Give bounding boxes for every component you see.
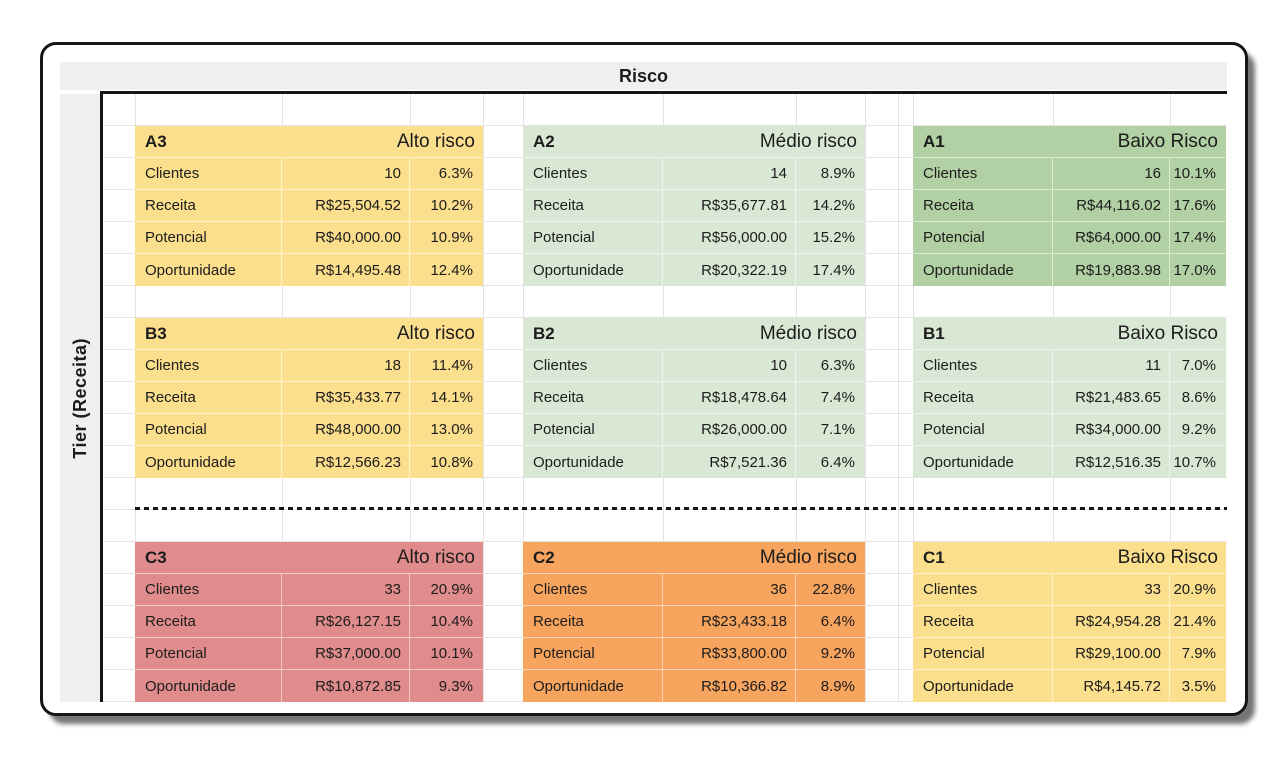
- metric-value-cell[interactable]: R$21,483.65: [1053, 382, 1170, 414]
- metric-label-cell[interactable]: Receita: [135, 382, 282, 414]
- metric-pct-cell[interactable]: 7.9%: [1170, 638, 1226, 670]
- metric-pct-cell[interactable]: 7.1%: [796, 414, 865, 446]
- metric-label-cell[interactable]: Clientes: [913, 158, 1053, 190]
- metric-value-cell[interactable]: R$26,127.15: [282, 606, 410, 638]
- metric-label-cell[interactable]: Oportunidade: [913, 254, 1053, 286]
- metric-pct-cell[interactable]: 8.6%: [1170, 382, 1226, 414]
- metric-pct-cell[interactable]: 7.4%: [796, 382, 865, 414]
- risk-level-cell[interactable]: Baixo Risco: [1053, 126, 1226, 158]
- sheet-grid: [103, 94, 1227, 702]
- metric-label-cell[interactable]: Potencial: [913, 222, 1053, 254]
- metric-label-cell[interactable]: Clientes: [135, 350, 282, 382]
- metric-pct-cell[interactable]: 6.4%: [820, 453, 855, 471]
- metric-value-cell[interactable]: 33: [282, 574, 410, 606]
- block-id-cell[interactable]: C1: [913, 542, 1053, 574]
- column-gridline: [483, 94, 484, 702]
- metric-pct-cell[interactable]: 20.9%: [1170, 574, 1226, 606]
- block-A1: [913, 126, 1226, 286]
- metric-value-cell[interactable]: R$34,000.00: [1053, 414, 1170, 446]
- block-B3: [135, 318, 483, 478]
- metric-value-cell[interactable]: R$64,000.00: [1053, 222, 1170, 254]
- metric-label-cell[interactable]: Oportunidade: [135, 446, 282, 478]
- metric-pct-cell[interactable]: 10.1%: [1170, 158, 1226, 190]
- risk-level-cell[interactable]: Alto risco: [282, 542, 483, 574]
- metric-pct-cell[interactable]: 17.4%: [812, 261, 855, 279]
- metric-value-cell[interactable]: R$48,000.00: [282, 414, 410, 446]
- metric-label-cell[interactable]: Receita: [135, 190, 282, 222]
- metric-value-cell[interactable]: R$56,000.00: [663, 222, 796, 254]
- metric-value-cell[interactable]: R$33,800.00: [663, 638, 796, 670]
- metric-value-cell[interactable]: R$12,516.35: [1053, 446, 1170, 478]
- metric-label-cell[interactable]: Oportunidade: [913, 670, 1053, 702]
- metric-value-cell[interactable]: 18: [282, 350, 410, 382]
- metric-label-cell[interactable]: Potencial: [135, 222, 282, 254]
- block-A3: [135, 126, 483, 286]
- block-C3: [135, 542, 483, 702]
- metric-pct-cell[interactable]: 15.2%: [796, 222, 865, 254]
- sheet-frame: [40, 42, 1248, 716]
- metric-pct-cell[interactable]: 6.3%: [796, 350, 865, 382]
- metric-pct-cell[interactable]: 22.8%: [796, 574, 865, 606]
- risk-axis-header[interactable]: [60, 62, 1227, 90]
- metric-label-cell[interactable]: Oportunidade: [523, 446, 663, 478]
- block-id-cell[interactable]: B2: [523, 318, 663, 350]
- metric-label-cell[interactable]: Potencial: [913, 414, 1053, 446]
- metric-pct-cell[interactable]: 10.7%: [1173, 453, 1216, 471]
- risk-level-cell[interactable]: Médio risco: [663, 126, 865, 158]
- metric-value-cell[interactable]: 14: [663, 158, 796, 190]
- metric-value-cell[interactable]: R$44,116.02: [1053, 190, 1170, 222]
- column-gridline: [898, 94, 899, 702]
- risk-level-cell[interactable]: Baixo Risco: [1053, 542, 1226, 574]
- metric-pct-cell[interactable]: 7.0%: [1170, 350, 1226, 382]
- metric-pct-cell[interactable]: 8.9%: [820, 677, 855, 695]
- metric-value-cell[interactable]: R$12,566.23: [282, 446, 410, 478]
- metric-label-cell[interactable]: Clientes: [523, 574, 663, 606]
- metric-label-cell[interactable]: Oportunidade: [523, 254, 663, 286]
- metric-pct-cell[interactable]: 6.3%: [410, 158, 483, 190]
- metric-pct-cell[interactable]: 6.4%: [796, 606, 865, 638]
- metric-label-cell[interactable]: Receita: [135, 606, 282, 638]
- metric-pct-cell[interactable]: 17.6%: [1170, 190, 1226, 222]
- metric-label-cell[interactable]: Clientes: [523, 350, 663, 382]
- metric-label-cell[interactable]: Oportunidade: [523, 670, 663, 702]
- metric-pct-cell[interactable]: 11.4%: [410, 350, 483, 382]
- metric-value-cell[interactable]: R$25,504.52: [282, 190, 410, 222]
- metric-label-cell[interactable]: Oportunidade: [913, 446, 1053, 478]
- metric-value-cell[interactable]: R$19,883.98: [1053, 254, 1170, 286]
- metric-pct-cell[interactable]: 13.0%: [410, 414, 483, 446]
- metric-pct-cell[interactable]: 9.3%: [438, 677, 473, 695]
- block-id-cell[interactable]: A2: [523, 126, 663, 158]
- block-B1: [913, 318, 1226, 478]
- block-id-cell[interactable]: C3: [135, 542, 282, 574]
- metric-label-cell[interactable]: Receita: [523, 382, 663, 414]
- metric-pct-cell[interactable]: 21.4%: [1170, 606, 1226, 638]
- block-C1: [913, 542, 1226, 702]
- metric-pct-cell[interactable]: 17.0%: [1173, 261, 1216, 279]
- metric-label-cell[interactable]: Receita: [913, 190, 1053, 222]
- metric-value-cell[interactable]: 36: [663, 574, 796, 606]
- risk-level-cell[interactable]: Alto risco: [282, 126, 483, 158]
- metric-pct-cell[interactable]: 10.9%: [410, 222, 483, 254]
- metric-pct-cell[interactable]: 10.2%: [410, 190, 483, 222]
- block-id-cell[interactable]: B3: [135, 318, 282, 350]
- metric-value-cell[interactable]: R$18,478.64: [663, 382, 796, 414]
- metric-label-cell[interactable]: Clientes: [135, 158, 282, 190]
- block-A2: [523, 126, 865, 286]
- metric-value-cell[interactable]: R$20,322.19: [663, 254, 796, 286]
- metric-value-cell[interactable]: R$35,433.77: [282, 382, 410, 414]
- metric-pct-cell[interactable]: 10.4%: [410, 606, 483, 638]
- block-B2: [523, 318, 865, 478]
- metric-pct-cell[interactable]: 9.2%: [1170, 414, 1226, 446]
- metric-pct-cell[interactable]: 3.5%: [1181, 677, 1216, 695]
- risk-axis-title: Risco: [618, 65, 669, 86]
- metric-pct-cell[interactable]: 8.9%: [796, 158, 865, 190]
- metric-label-cell[interactable]: Oportunidade: [135, 254, 282, 286]
- risk-level-cell[interactable]: Baixo Risco: [1053, 318, 1226, 350]
- metric-value-cell[interactable]: R$10,872.85: [282, 670, 410, 702]
- metric-value-cell[interactable]: R$14,495.48: [282, 254, 410, 286]
- metric-value-cell[interactable]: R$24,954.28: [1053, 606, 1170, 638]
- metric-pct-cell[interactable]: 12.4%: [430, 261, 473, 279]
- metric-value-cell[interactable]: R$26,000.00: [663, 414, 796, 446]
- metric-label-cell[interactable]: Receita: [913, 606, 1053, 638]
- metric-pct-cell[interactable]: 17.4%: [1170, 222, 1226, 254]
- metric-value-cell[interactable]: 16: [1053, 158, 1170, 190]
- risk-level-cell[interactable]: Alto risco: [282, 318, 483, 350]
- metric-value-cell[interactable]: 33: [1053, 574, 1170, 606]
- metric-value-cell[interactable]: R$10,366.82: [663, 670, 796, 702]
- metric-label-cell[interactable]: Receita: [913, 382, 1053, 414]
- metric-value-cell[interactable]: R$23,433.18: [663, 606, 796, 638]
- block-id-cell[interactable]: C2: [523, 542, 663, 574]
- risk-level-cell[interactable]: Médio risco: [663, 542, 865, 574]
- metric-label-cell[interactable]: Receita: [523, 606, 663, 638]
- metric-label-cell[interactable]: Potencial: [523, 222, 663, 254]
- metric-pct-cell[interactable]: 10.8%: [430, 453, 473, 471]
- block-C2: [523, 542, 865, 702]
- metric-value-cell[interactable]: R$35,677.81: [663, 190, 796, 222]
- tier-axis-header[interactable]: [60, 94, 100, 702]
- block-id-cell[interactable]: A3: [135, 126, 282, 158]
- tier-axis-title: Tier (Receita): [69, 337, 90, 459]
- metric-label-cell[interactable]: Potencial: [913, 638, 1053, 670]
- metric-label-cell[interactable]: Oportunidade: [135, 670, 282, 702]
- metric-pct-cell[interactable]: 10.1%: [410, 638, 483, 670]
- metric-value-cell[interactable]: 10: [663, 350, 796, 382]
- metric-pct-cell[interactable]: 14.2%: [796, 190, 865, 222]
- metric-label-cell[interactable]: Potencial: [523, 414, 663, 446]
- block-id-cell[interactable]: B1: [913, 318, 1053, 350]
- column-gridline: [865, 94, 866, 702]
- metric-value-cell[interactable]: R$40,000.00: [282, 222, 410, 254]
- metric-value-cell[interactable]: R$37,000.00: [282, 638, 410, 670]
- metric-label-cell[interactable]: Clientes: [913, 574, 1053, 606]
- risk-level-cell[interactable]: Médio risco: [663, 318, 865, 350]
- metric-label-cell[interactable]: Clientes: [523, 158, 663, 190]
- metric-value-cell[interactable]: R$29,100.00: [1053, 638, 1170, 670]
- metric-label-cell[interactable]: Potencial: [523, 638, 663, 670]
- block-id-cell[interactable]: A1: [913, 126, 1053, 158]
- metric-value-cell[interactable]: 11: [1053, 350, 1170, 382]
- metric-label-cell[interactable]: Clientes: [135, 574, 282, 606]
- metric-pct-cell[interactable]: 9.2%: [796, 638, 865, 670]
- metric-label-cell[interactable]: Clientes: [913, 350, 1053, 382]
- metric-label-cell[interactable]: Potencial: [135, 638, 282, 670]
- metric-pct-cell[interactable]: 20.9%: [410, 574, 483, 606]
- metric-value-cell[interactable]: 10: [282, 158, 410, 190]
- metric-label-cell[interactable]: Potencial: [135, 414, 282, 446]
- metric-label-cell[interactable]: Receita: [523, 190, 663, 222]
- dotted-separator: [135, 507, 1227, 510]
- metric-pct-cell[interactable]: 14.1%: [410, 382, 483, 414]
- metric-value-cell[interactable]: R$4,145.72: [1053, 670, 1170, 702]
- metric-value-cell[interactable]: R$7,521.36: [663, 446, 796, 478]
